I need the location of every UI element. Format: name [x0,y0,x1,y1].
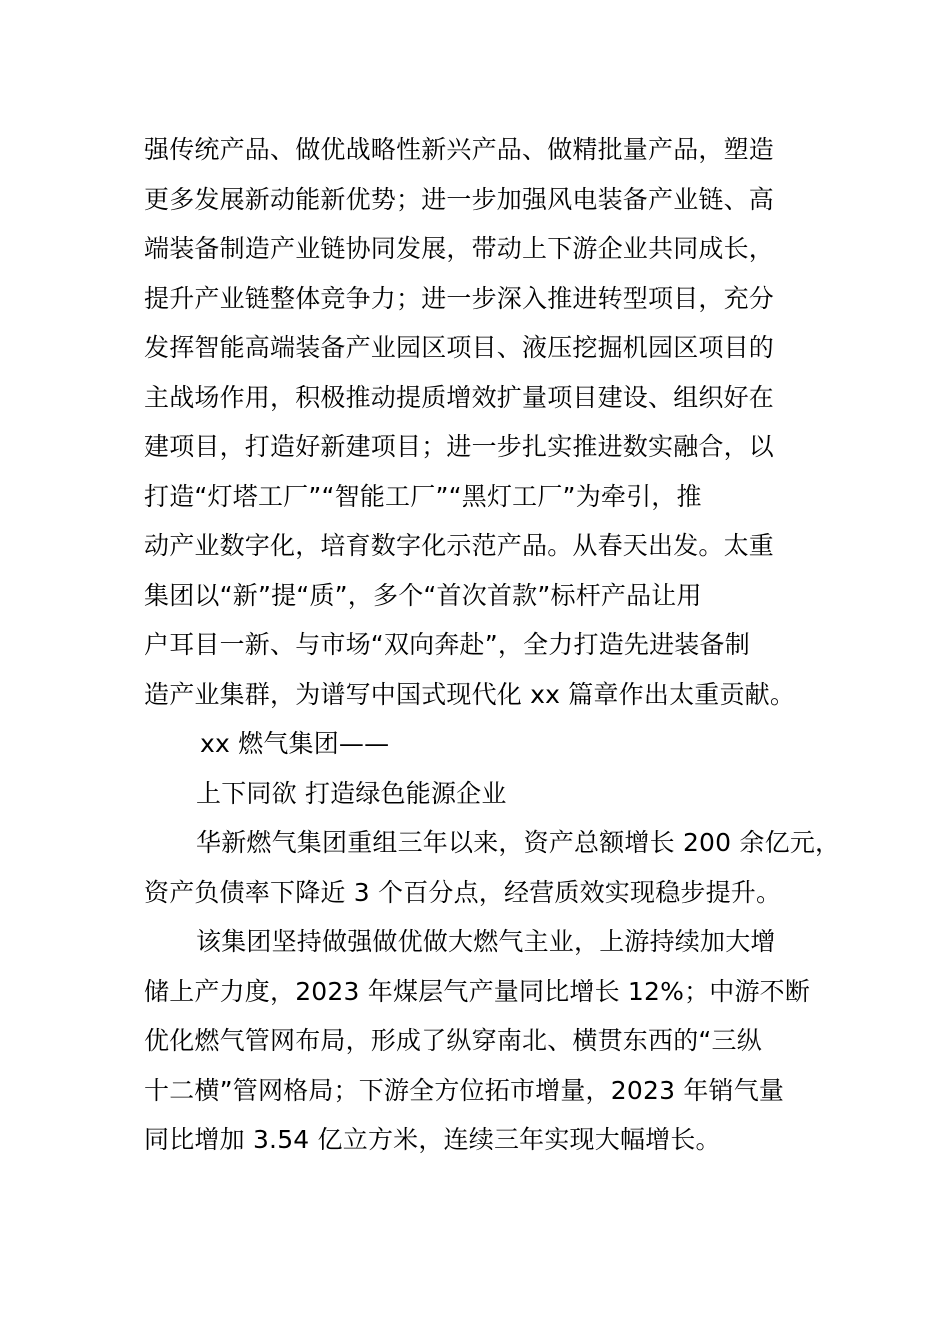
section-subtitle: 上下同欲 打造绿色能源企业 [196,778,507,808]
text-line: 资产负债率下降近 3 个百分点，经营质效实现稳步提升。 [144,877,782,907]
text-line: 端装备制造产业链协同发展，带动上下游企业共同成长， [144,234,775,263]
text-line: 造产业集群，为谱写中国式现代化 xx 篇章作出太重贡献。 [144,679,796,709]
text-line: 强传统产品、做优战略性新兴产品、做精批量产品，塑造 [144,135,775,164]
text-line: 动产业数字化，培育数字化示范产品。从春天出发。太重 [144,531,775,560]
text-line: 储上产力度，2023 年煤层气产量同比增长 12%；中游不断 [144,976,811,1006]
text-line: 优化燃气管网布局，形成了纵穿南北、横贯东西的“三纵 [144,1026,762,1055]
paragraph-first-line: 华新燃气集团重组三年以来，资产总额增长 200 余亿元， [196,828,841,857]
text-line: 打造“灯塔工厂”“智能工厂”“黑灯工厂”为牵引，推 [144,481,702,511]
text-line: 发挥智能高端装备产业园区项目、液压挖掘机园区项目的 [144,333,775,362]
text-line: 提升产业链整体竞争力；进一步深入推进转型项目，充分 [144,283,775,313]
text-line: 十二横”管网格局；下游全方位拓市增量，2023 年销气量 [144,1075,785,1105]
text-line: 同比增加 3.54 亿立方米，连续三年实现大幅增长。 [144,1125,721,1154]
text-line: 集团以“新”提“质”，多个“首次首款”标杆产品让用 [144,580,702,610]
paragraph-first-line: 该集团坚持做强做优做大燃气主业，上游持续加大增 [196,927,776,956]
text-line: 更多发展新动能新优势；进一步加强风电装备产业链、高 [144,184,775,214]
section-heading-company: xx 燃气集团—— [200,729,390,758]
text-line: 户耳目一新、与市场“双向奔赴”，全力打造先进装备制 [144,630,750,659]
text-line: 主战场作用，积极推动提质增效扩量项目建设、组织好在 [144,382,775,412]
text-line: 建项目，打造好新建项目；进一步扎实推进数实融合，以 [144,432,775,461]
document-body [144,125,841,1165]
